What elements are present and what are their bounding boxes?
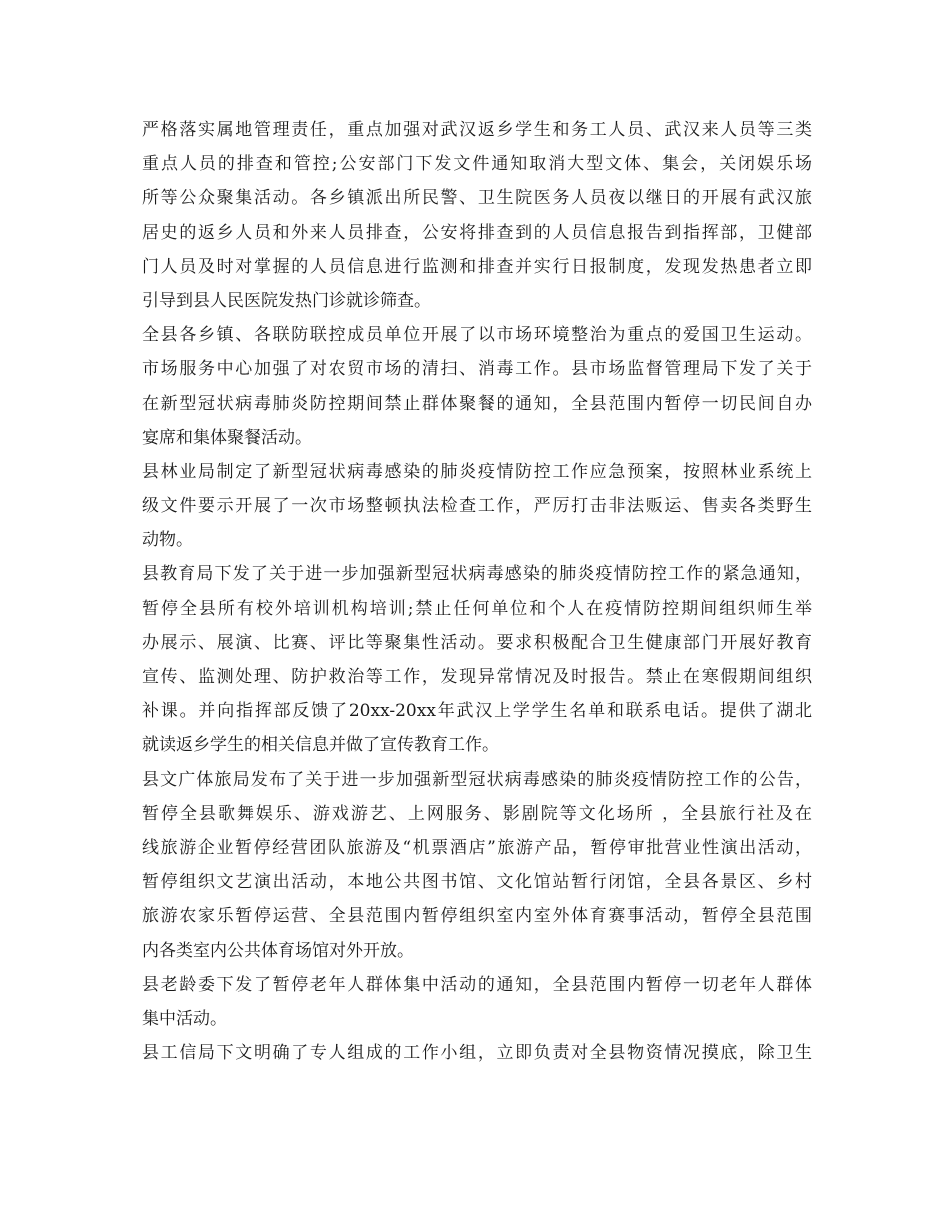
text-line: 在新型冠状病毒肺炎防控期间禁止群体聚餐的通知，全县范围内暂停一切民间自办 [142,393,812,414]
text-line: 级文件要示开展了一次市场整顿执法检查工作，严厉打击非法贩运、售卖各类野生 [142,496,812,517]
text-line: 引导到县人民医院发热门诊就诊筛查。 [142,290,431,311]
text-line: 所等公众聚集活动。各乡镇派出所民警、卫生院医务人员夜以继日的开展有武汉旅 [142,188,812,209]
text-line: 动物。 [142,530,193,551]
text-line: 县文广体旅局发布了关于进一步加强新型冠状病毒感染的肺炎疫情防控工作的公告， [142,769,812,790]
text-line: 暂停全县所有校外培训机构培训;禁止任何单位和个人在疫情防控期间组织师生举 [142,598,812,619]
paragraph-industry [142,1036,812,1070]
text-line: 市场服务中心加强了对农贸市场的清扫、消毒工作。县市场监督管理局下发了关于 [142,359,812,380]
text-line: 县教育局下发了关于进一步加强新型冠状病毒感染的肺炎疫情防控工作的紧急通知， [142,564,812,585]
text-line: 线旅游企业暂停经营团队旅游及“机票酒店”旅游产品，暂停审批营业性演出活动， [142,837,812,858]
text-line: 宴席和集体聚餐活动。 [142,427,312,448]
text-line: 县工信局下文明确了专人组成的工作小组，立即负责对全县物资情况摸底，除卫生 [142,1043,812,1064]
text-line: 门人员及时对掌握的人员信息进行监测和排查并实行日报制度，发现发热患者立即 [142,256,812,277]
document-body [142,113,812,1070]
paragraph-culture-tourism [142,763,812,968]
text-line: 全县各乡镇、各联防联控成员单位开展了以市场环境整治为重点的爱国卫生运动。 [142,325,812,346]
paragraph-forestry [142,455,812,558]
text-line: 重点人员的排查和管控;公安部门下发文件通知取消大型文体、集会，关闭娱乐场 [142,154,812,175]
text-line: 居史的返乡人员和外来人员排查，公安将排查到的人员信息报告到指挥部，卫健部 [142,222,812,243]
text-line: 严格落实属地管理责任，重点加强对武汉返乡学生和务工人员、武汉来人员等三类 [142,120,812,140]
text-line: 暂停组织文艺演出活动，本地公共图书馆、文化馆站暂行闭馆，全县各景区、乡村 [142,872,812,893]
text-line: 办展示、展演、比赛、评比等聚集性活动。要求积极配合卫生健康部门开展好教育 [142,632,812,653]
text-line: 宣传、监测处理、防护救治等工作，发现异常情况及时报告。禁止在寒假期间组织 [142,667,812,687]
text-line: 就读返乡学生的相关信息并做了宣传教育工作。 [142,735,499,756]
text-line: 旅游农家乐暂停运营、全县范围内暂停组织室内室外体育赛事活动，暂停全县范围 [142,906,812,927]
paragraph-education [142,557,812,762]
text-line: 集中活动。 [142,1008,227,1029]
text-line: 县老龄委下发了暂停老年人群体集中活动的通知，全县范围内暂停一切老年人群体 [142,974,812,995]
text-line: 内各类室内公共体育场馆对外开放。 [142,940,414,961]
text-line: 县林业局制定了新型冠状病毒感染的肺炎疫情防控工作应急预案，按照林业系统上 [142,461,812,482]
text-line: 补课。并向指挥部反馈了20xx-20xx年武汉上学学生名单和联系电话。提供了湖北 [142,701,812,722]
paragraph-elderly [142,968,812,1036]
paragraph-sanitation [142,318,812,455]
paragraph-public-security [142,113,812,318]
text-line: 暂停全县歌舞娱乐、游戏游艺、上网服务、影剧院等文化场所 ，全县旅行社及在 [142,803,812,824]
